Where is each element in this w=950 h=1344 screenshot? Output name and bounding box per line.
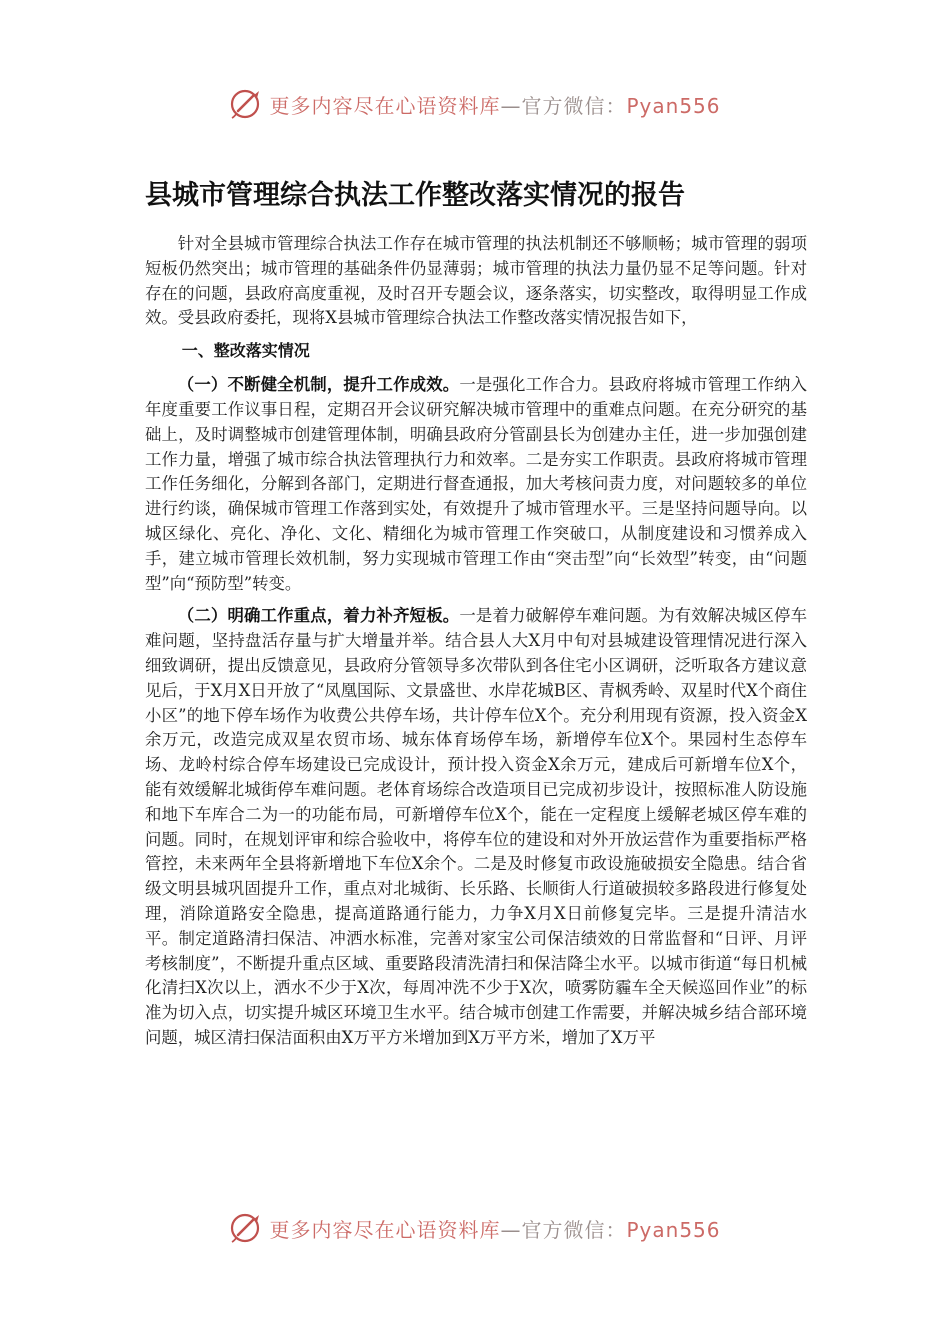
watermark-wechat-label: 官方微信：	[521, 1217, 627, 1242]
watermark-wechat-id: Pyan556	[626, 1217, 721, 1242]
watermark-text	[269, 90, 720, 119]
intro-paragraph: 针对全县城市管理综合执法工作存在城市管理的执法机制还不够顺畅；城市管理的弱项短板仍然突出；城市管理的基础条件仍显薄弱；城市管理的执法力量仍显不足等问题。针对存在的问题，县政府高度重视，及时召开专题会议，逐条落实，切实整改，取得明显工作成效。受县政府委托，现将X县城市管理综合执法工作整改落实情况报告如下，	[145, 234, 807, 328]
footer-watermark-banner	[0, 1210, 950, 1246]
document-body	[145, 232, 807, 1059]
paragraph-priorities-lead: （二）明确工作重点，着力补齐短板。	[177, 606, 460, 626]
paragraph-priorities-body: 一是着力破解停车难问题。为有效解决城区停车难问题，坚持盘活存量与扩大增量并举。结合县人大X月中旬对县城建设管理情况进行深入细致调研，提出反馈意见，县政府分管领导多次带队到各住宅小区调研，泛听取各方建议意见后，于X月X日开放了“凤凰国际、文景盛世、水岸花城B区、青枫秀岭、双星时代X个商住小区”的地下停车场作为收费公共停车场，共计停车位X个。充分利用现有资源，投入资金X余万元，改造完成双星农贸市场、城东体育场停车场，新增停车位X个。果园村生态停车场、龙岭村综合停车场建设已完成设计，预计投入资金X余万元，建成后可新增车位X个，能有效缓解北城街停车难问题。老体育场综合改造项目已完成初步设计，按照标准人防设施和地下车库合二为一的功能布局，可新增停车位X个，能在一定程度上缓解老城区停车难的问题。同时，在规划评审和综合验收中，将停车位的建设和对外开放运营作为重要指标严格管控，未来两年全县将新增地下车位X余个。二是及时修复市政设施破损安全隐患。结合省级文明县城巩固提升工作，重点对北城街、长乐路、长顺街人行道破损较多路段进行修复处理，消除道路安全隐患，提高道路通行能力，力争X月X日前修复完毕。三是提升清洁水平。制定道路清扫保洁、冲洒水标准，完善对家宝公司保洁绩效的日常监督和“日评、月评考核制度”，不断提升重点区域、重要路段清洗清扫和保洁降尘水平。以城市街道“每日机械化清扫X次以上，洒水不少于X次，每周冲洗不少于X次，喷雾防霾车全天候巡回作业”的标准为切入点，切实提升城区环境卫生水平。结合城市创建工作需要，并解决城乡结合部环境问题，城区清扫保洁面积由X万平方米增加到X万平方米，增加了X万平	[145, 606, 807, 1047]
paragraph-mechanism-lead: （一）不断健全机制，提升工作成效。	[177, 375, 460, 395]
header-watermark-banner	[0, 86, 950, 122]
watermark-wechat-label: 官方微信：	[521, 93, 627, 118]
watermark-dash: —	[500, 1217, 522, 1242]
pen-logo-icon	[229, 87, 263, 121]
watermark-wechat-id: Pyan556	[626, 93, 721, 118]
section-heading-1: 一、整改落实情况	[181, 341, 310, 361]
watermark-text	[269, 1214, 720, 1243]
document-title: 县城市管理综合执法工作整改落实情况的报告	[145, 180, 685, 211]
paragraph-priorities	[145, 604, 807, 1050]
watermark-main-text: 更多内容尽在心语资料库	[269, 93, 501, 118]
watermark-main-text: 更多内容尽在心语资料库	[269, 1217, 501, 1242]
paragraph-mechanism-body: 一是强化工作合力。县政府将城市管理工作纳入年度重要工作议事日程，定期召开会议研究解决城市管理中的重难点问题。在充分研究的基础上，及时调整城市创建管理体制，明确县政府分管副县长为创建办主任，进一步加强创建工作力量，增强了城市综合执法管理执行力和效率。二是夯实工作职责。县政府将城市管理工作任务细化，分解到各部门，定期进行督查通报，加大考核问责力度，对问题较多的单位进行约谈，确保城市管理工作落到实处，有效提升了城市管理水平。三是坚持问题导向。以城区绿化、亮化、净化、文化、精细化为城市管理工作突破口，从制度建设和习惯养成入手，建立城市管理长效机制，努力实现城市管理工作由“突击型”向“长效型”转变，由“问题型”向“预防型”转变。	[145, 375, 807, 593]
paragraph-mechanism	[145, 373, 807, 596]
pen-logo-icon	[229, 1211, 263, 1245]
watermark-dash: —	[500, 93, 522, 118]
